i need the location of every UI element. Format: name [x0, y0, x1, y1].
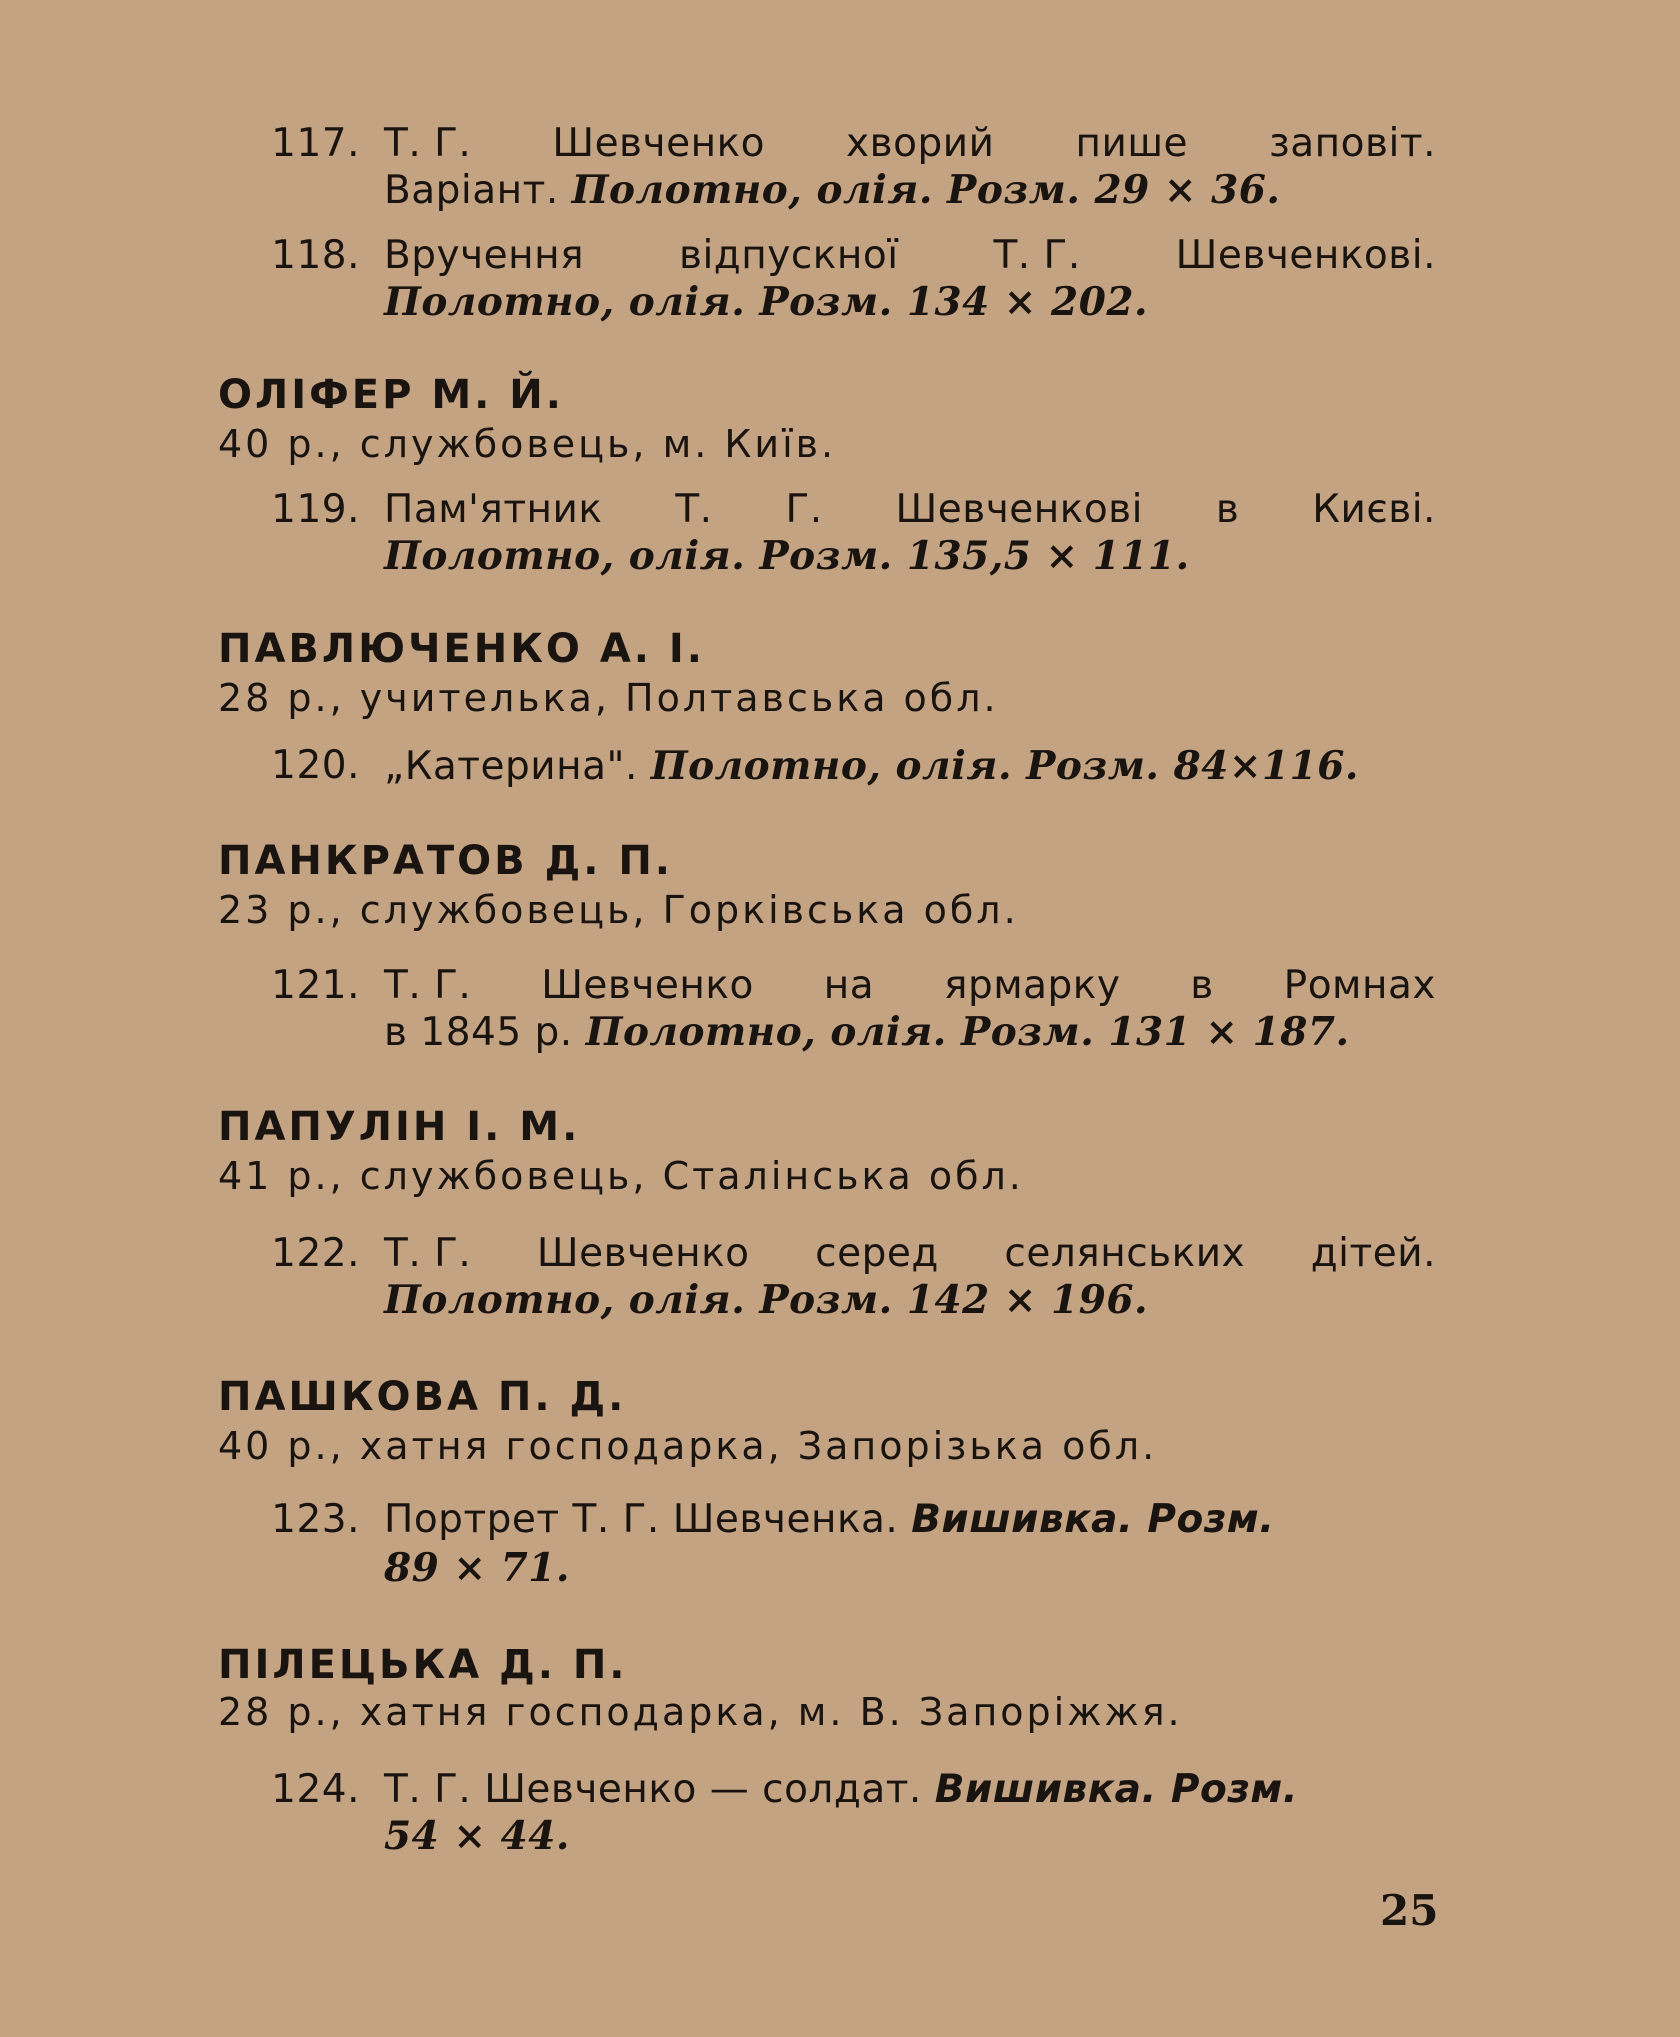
entry-plain-text: „Катерина".: [384, 744, 651, 789]
artist-info: 28 р., учителька, Полтавська обл.: [218, 676, 999, 720]
word: відпускної: [678, 233, 899, 278]
word: на: [823, 963, 875, 1008]
word: ярмарку: [943, 963, 1121, 1008]
entry-title: [384, 742, 1359, 791]
entry-119-line2: [384, 532, 1190, 581]
entry-117-line2: [384, 166, 1280, 215]
artist-name: ПАПУЛІН І. М.: [218, 1104, 581, 1150]
entry-number: 119.: [271, 487, 360, 532]
entry-size: 89 × 71.: [384, 1545, 570, 1591]
entry-title: [384, 232, 1436, 280]
entry-number: 124.: [271, 1767, 360, 1812]
entry-medium-size: Полотно, олія. Розм. 134 × 202.: [384, 279, 1149, 325]
entry-medium-size: Вишивка. Розм.: [911, 1497, 1275, 1542]
entry-medium-size: Полотно, олія. Розм. 29 × 36.: [571, 167, 1281, 213]
entry-123-line2: [384, 1544, 570, 1593]
word: Києві.: [1312, 487, 1436, 532]
word: в: [1215, 487, 1240, 532]
word: Т.: [675, 487, 713, 532]
entry-number: 117.: [271, 121, 360, 166]
entry-title: [384, 120, 1436, 168]
entry-number: 121.: [271, 963, 360, 1008]
word: Т. Г.: [384, 121, 472, 166]
entry-title: [384, 486, 1436, 534]
artist-name: ПАВЛЮЧЕНКО А. І.: [218, 626, 706, 672]
entry-medium-size: Полотно, олія. Розм. 131 × 187.: [585, 1009, 1350, 1055]
entry-title: [384, 1496, 1275, 1544]
word: Т. Г.: [384, 1231, 472, 1276]
artist-name: ПАШКОВА П. Д.: [218, 1374, 627, 1420]
artist-info: 40 р., службовець, м. Київ.: [218, 422, 837, 466]
entry-118-line2: [384, 278, 1148, 327]
entry-number: 122.: [271, 1231, 360, 1276]
entry-size: 54 × 44.: [384, 1813, 570, 1859]
word: Вручення: [384, 233, 585, 278]
word: заповіт.: [1269, 121, 1436, 166]
word: Шевченкові.: [1175, 233, 1436, 278]
entry-plain-text: Т. Г. Шевченко — солдат.: [384, 1767, 935, 1812]
word: Шевченко: [541, 963, 754, 1008]
word: Шевченко: [536, 1231, 750, 1276]
entry-124-line2: [384, 1812, 570, 1861]
entry-122-line2: [384, 1276, 1148, 1325]
word: Т. Г.: [993, 233, 1081, 278]
entry-number: 120.: [271, 743, 360, 788]
entry-medium-size: Полотно, олія. Розм. 142 × 196.: [384, 1277, 1149, 1323]
artist-info: 40 р., хатня господарка, Запорізька обл.: [218, 1424, 1158, 1468]
entry-medium-size: Полотно, олія. Розм. 84×116.: [650, 743, 1359, 789]
entry-121-line2: [384, 1008, 1350, 1057]
word: Шевченкові: [895, 487, 1144, 532]
entry-plain-text: Портрет Т. Г. Шевченка.: [384, 1497, 912, 1542]
entry-title: [384, 1230, 1436, 1278]
word: в: [1190, 963, 1214, 1008]
word: селянських: [1004, 1231, 1246, 1276]
artist-info: 23 р., службовець, Горківська обл.: [218, 888, 1019, 932]
artist-info: 28 р., хатня господарка, м. В. Запоріжжя.: [218, 1690, 1183, 1734]
word: Г.: [785, 487, 823, 532]
entry-plain-text: Варіант.: [384, 168, 572, 213]
entry-medium-size: Вишивка. Розм.: [934, 1767, 1299, 1812]
page-number: 25: [1380, 1886, 1439, 1935]
entry-title: [384, 962, 1436, 1010]
word: хворий: [846, 121, 995, 166]
word: Т. Г.: [384, 963, 472, 1008]
entry-title: [384, 1766, 1298, 1814]
entry-plain-text: в 1845 р.: [384, 1010, 586, 1055]
entry-number: 118.: [271, 233, 360, 278]
word: Шевченко: [552, 121, 765, 166]
word: пише: [1075, 121, 1188, 166]
artist-info: 41 р., службовець, Сталінська обл.: [218, 1154, 1024, 1198]
entry-medium-size: Полотно, олія. Розм. 135,5 × 111.: [384, 533, 1190, 579]
word: Пам'ятник: [384, 487, 603, 532]
entry-number: 123.: [271, 1497, 360, 1542]
word: Ромнах: [1283, 963, 1436, 1008]
artist-name: ОЛІФЕР М. Й.: [218, 372, 564, 418]
artist-name: ПІЛЕЦЬКА Д. П.: [218, 1642, 628, 1688]
artist-name: ПАНКРАТОВ Д. П.: [218, 838, 673, 884]
word: дітей.: [1310, 1231, 1436, 1276]
word: серед: [815, 1231, 939, 1276]
